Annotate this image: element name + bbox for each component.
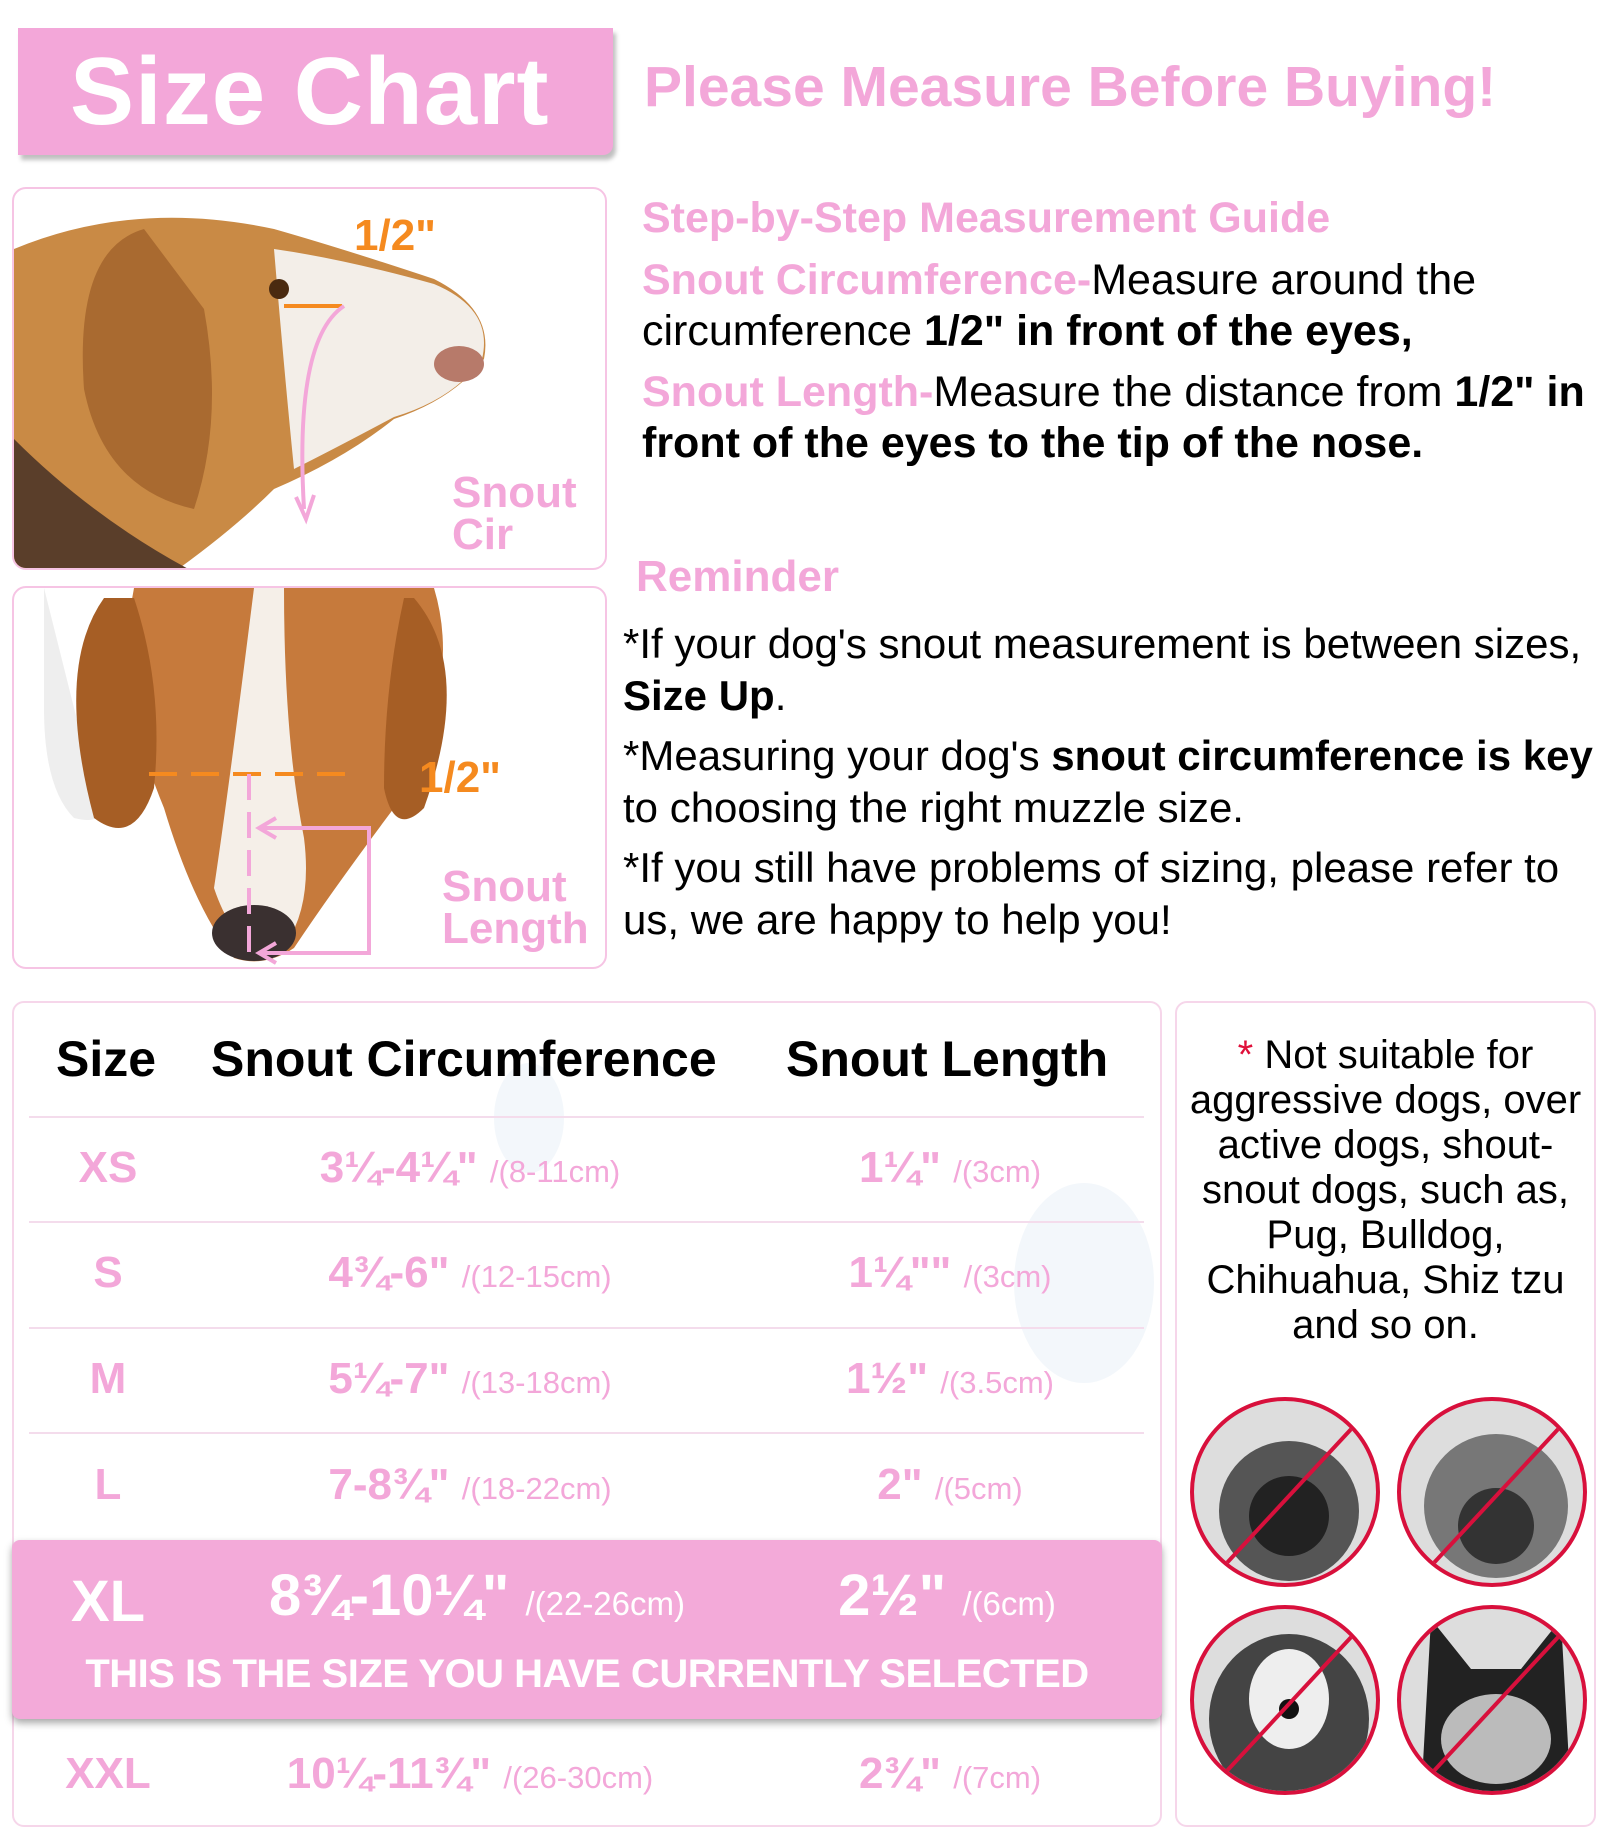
r1-bold: Size Up <box>623 672 775 719</box>
reminder-1 <box>623 618 1598 722</box>
label-line: Snout <box>452 468 577 517</box>
circ-in: 7-8¾" <box>328 1460 450 1509</box>
no-shih-tzu-icon <box>1190 1605 1380 1795</box>
reminder-2 <box>623 730 1598 834</box>
r2-text: *Measuring your dog's <box>623 732 1052 779</box>
len-in: 2½" <box>838 1563 947 1628</box>
no-french-bulldog-icon <box>1397 1605 1587 1795</box>
selected-size-note: THIS IS THE SIZE YOU HAVE CURRENTLY SELECTED <box>85 1652 1089 1696</box>
r2-bold: snout circumference is key <box>1051 732 1593 779</box>
len-in: 2¾" <box>858 1749 941 1798</box>
len-cell <box>846 1354 1054 1404</box>
snout-circumference-image <box>12 187 607 570</box>
divider <box>29 1221 1144 1223</box>
circ-in: 8¾-10¼" <box>269 1563 510 1628</box>
divider <box>29 1116 1144 1118</box>
circ-in: 10¼-11¾" <box>286 1749 492 1798</box>
len-in: 2" <box>877 1460 923 1509</box>
r2-end: to choosing the right muzzle size. <box>623 784 1244 831</box>
label-line: Snout <box>442 862 567 911</box>
len-in: 1½" <box>846 1354 929 1403</box>
snout-length-image <box>12 586 607 969</box>
label-line: Length <box>442 904 589 953</box>
no-pug-icon <box>1190 1397 1380 1587</box>
len-bold: 1/2" in front of the eyes to the tip of the nose. <box>642 368 1585 467</box>
size-cell: S <box>93 1248 123 1297</box>
len-cell <box>849 1248 1052 1298</box>
asterisk: * <box>1237 1033 1254 1077</box>
label-line: Cir <box>452 510 514 559</box>
header-circumference: Snout Circumference <box>211 1031 717 1087</box>
not-suitable-note <box>1177 1033 1594 1348</box>
len-cm: /(6cm) <box>962 1585 1056 1622</box>
circ-label: Snout Circumference- <box>642 256 1092 304</box>
size-chart-title: Size Chart <box>18 28 613 155</box>
reminder-title: Reminder <box>636 552 839 601</box>
reminder-3: *If you still have problems of sizing, please refer to us, we are happy to help you! <box>623 844 1560 943</box>
len-in: 1¼"" <box>848 1248 952 1297</box>
half-inch-mark: 1/2" <box>419 753 502 802</box>
size-cell: L <box>94 1460 122 1509</box>
selected-row-xl <box>12 1540 1162 1719</box>
len-cell <box>877 1460 1022 1510</box>
guide-length <box>642 367 1592 469</box>
circ-in: 3¼-4¼" <box>319 1143 478 1192</box>
size-cell: XL <box>70 1569 146 1634</box>
circ-text: Measure around the circumference <box>642 256 1477 355</box>
len-label: Snout Length- <box>642 368 934 416</box>
header-size: Size <box>56 1031 157 1087</box>
half-inch-mark: 1/2" <box>354 211 437 260</box>
snout-cir-label <box>452 468 577 559</box>
tagline: Please Measure Before Buying! <box>644 55 1497 119</box>
circ-cm: /(26-30cm) <box>503 1760 654 1795</box>
warning-panel <box>1175 1001 1596 1827</box>
circ-cell <box>320 1143 620 1193</box>
circ-cm: /(13-18cm) <box>461 1365 612 1400</box>
circ-cm: /(18-22cm) <box>461 1471 612 1506</box>
circ-cm: /(12-15cm) <box>461 1259 612 1294</box>
r1-text: *If your dog's snout measurement is between sizes, <box>623 620 1582 667</box>
note-text: Not suitable for aggressive dogs, over active dogs, shout-snout dogs, such as, Pug, Bulldog, Chihuahua, Shiz tzu and so on. <box>1189 1033 1582 1347</box>
circ-bold: 1/2" in front of the eyes, <box>923 307 1413 355</box>
circ-in: 5¼-7" <box>328 1354 450 1403</box>
snout-length-label <box>442 862 589 953</box>
len-in: 1¼" <box>858 1143 941 1192</box>
len-cm: /(3cm) <box>963 1259 1052 1294</box>
header-length: Snout Length <box>786 1031 1109 1087</box>
circ-in: 4¾-6" <box>328 1248 450 1297</box>
size-cell: M <box>89 1354 127 1403</box>
circ-cell <box>269 1562 685 1629</box>
len-text: Measure the distance from <box>933 368 1455 416</box>
no-bulldog-icon <box>1397 1397 1587 1587</box>
len-cm: /(3.5cm) <box>940 1365 1054 1400</box>
circ-cell <box>328 1354 611 1404</box>
circ-cell <box>328 1248 611 1298</box>
circ-cell <box>287 1749 653 1799</box>
len-cell <box>859 1749 1041 1799</box>
len-cm: /(3cm) <box>953 1154 1042 1189</box>
len-cell <box>859 1143 1041 1193</box>
len-cm: /(7cm) <box>953 1760 1042 1795</box>
size-cell: XS <box>78 1143 138 1192</box>
circ-cm: /(22-26cm) <box>525 1585 685 1622</box>
size-cell: XXL <box>65 1749 151 1798</box>
circ-cm: /(8-11cm) <box>489 1154 621 1189</box>
divider <box>29 1432 1144 1434</box>
circ-cell <box>328 1460 611 1510</box>
divider <box>29 1327 1144 1329</box>
len-cell <box>838 1562 1056 1629</box>
len-cm: /(5cm) <box>934 1471 1023 1506</box>
guide-title: Step-by-Step Measurement Guide <box>642 194 1331 242</box>
r1-end: . <box>774 672 787 719</box>
guide-circumference <box>642 255 1592 357</box>
